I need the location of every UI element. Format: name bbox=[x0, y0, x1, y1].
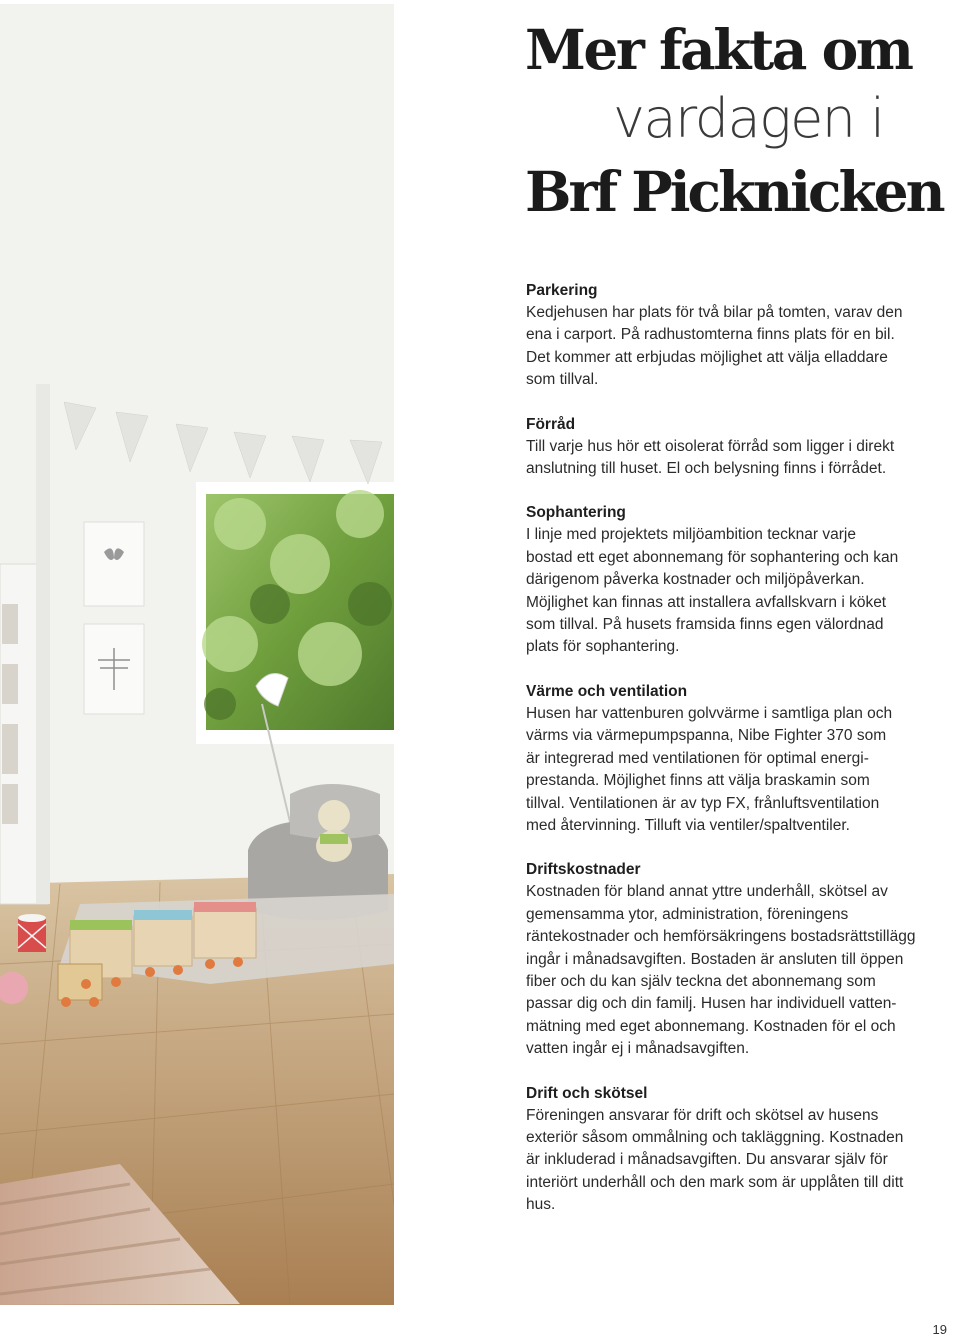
section-body: Husen har vattenburen golvvärme i samtliga plan och värms via värmepumpspanna, Nibe Fighter 370 som är integrerad med ventilationen för optimal energi- prestanda. Möjlighet finns att välja braskamin som tillval. Ventilationen är av typ FX, frånluftsventilation med återvinning. Tilluft via ventiler/spaltventiler. bbox=[526, 704, 893, 834]
toy-drum bbox=[18, 914, 46, 952]
headline-line-1: Mer fakta om bbox=[525, 17, 912, 82]
section-body: Till varje hus hör ett oisolerat förråd som ligger i direkt anslutning till huset. El och belysning finns i förrådet. bbox=[526, 437, 895, 478]
fact-sections bbox=[526, 280, 956, 1239]
section-title: Parkering bbox=[526, 282, 598, 299]
section-body: I linje med projektets miljöambition tecknar varje bostad ett eget abonnemang för sophantering och kan därigenom påverka kostnader och miljöpåverkan. Möjlighet kan finnas att installera avfallskvarn i köket som tillval. På husets framsida finns egen välordnad plats för sophantering. bbox=[526, 526, 899, 656]
page-headline bbox=[525, 17, 955, 234]
section-driftskostnader bbox=[526, 859, 956, 1060]
interior-photo bbox=[0, 4, 394, 1305]
section-title: Sophantering bbox=[526, 504, 626, 522]
framed-butterfly-print bbox=[84, 522, 144, 606]
headline-line-3: Brf Picknicken bbox=[525, 159, 943, 224]
section-body: Kostnaden för bland annat yttre underhåll, skötsel av gemensamma ytor, administration, föreningens räntekostnader och hemförsäkringens bostadsrättstillägg ingår i månadsavgiften. Bostaden är ansluten till öppen fiber och du kan själv teckna det abonnemang som passar dig och din familj. Husen har individuell vatten- mätning med eget abonnemang. Kostnaden för el och vatten ingår ej i månadsavgiften. bbox=[526, 883, 916, 1058]
section-drift-och-skotsel bbox=[526, 1083, 956, 1217]
section-body: Kedjehusen har plats för två bilar på tomten, varav den ena i carport. På radhustomterna finns plats för en bil. Det kommer att erbjudas möjlighet att välja elladdare som tillval. bbox=[526, 304, 903, 389]
section-title: Förråd bbox=[526, 415, 576, 433]
section-sophantering bbox=[526, 502, 956, 658]
section-forrad bbox=[526, 414, 956, 481]
section-title: Värme och ventilation bbox=[526, 682, 688, 700]
section-body: Föreningen ansvarar för drift och skötsel av husens exteriör såsom ommålning och takläggning. Kostnaden är inkluderad i månadsavgiften. Du ansvarar själv för interiört underhåll och den mark som är upplåten till ditt hus. bbox=[526, 1106, 904, 1214]
section-title: Drift och skötsel bbox=[526, 1084, 648, 1102]
section-title: Driftskostnader bbox=[526, 861, 641, 879]
section-parkering bbox=[526, 280, 956, 392]
headline-line-2: vardagen i bbox=[613, 87, 884, 150]
section-varme-och-ventilation bbox=[526, 681, 956, 837]
page-number: 19 bbox=[932, 1322, 947, 1337]
interior-illustration bbox=[0, 4, 394, 1305]
